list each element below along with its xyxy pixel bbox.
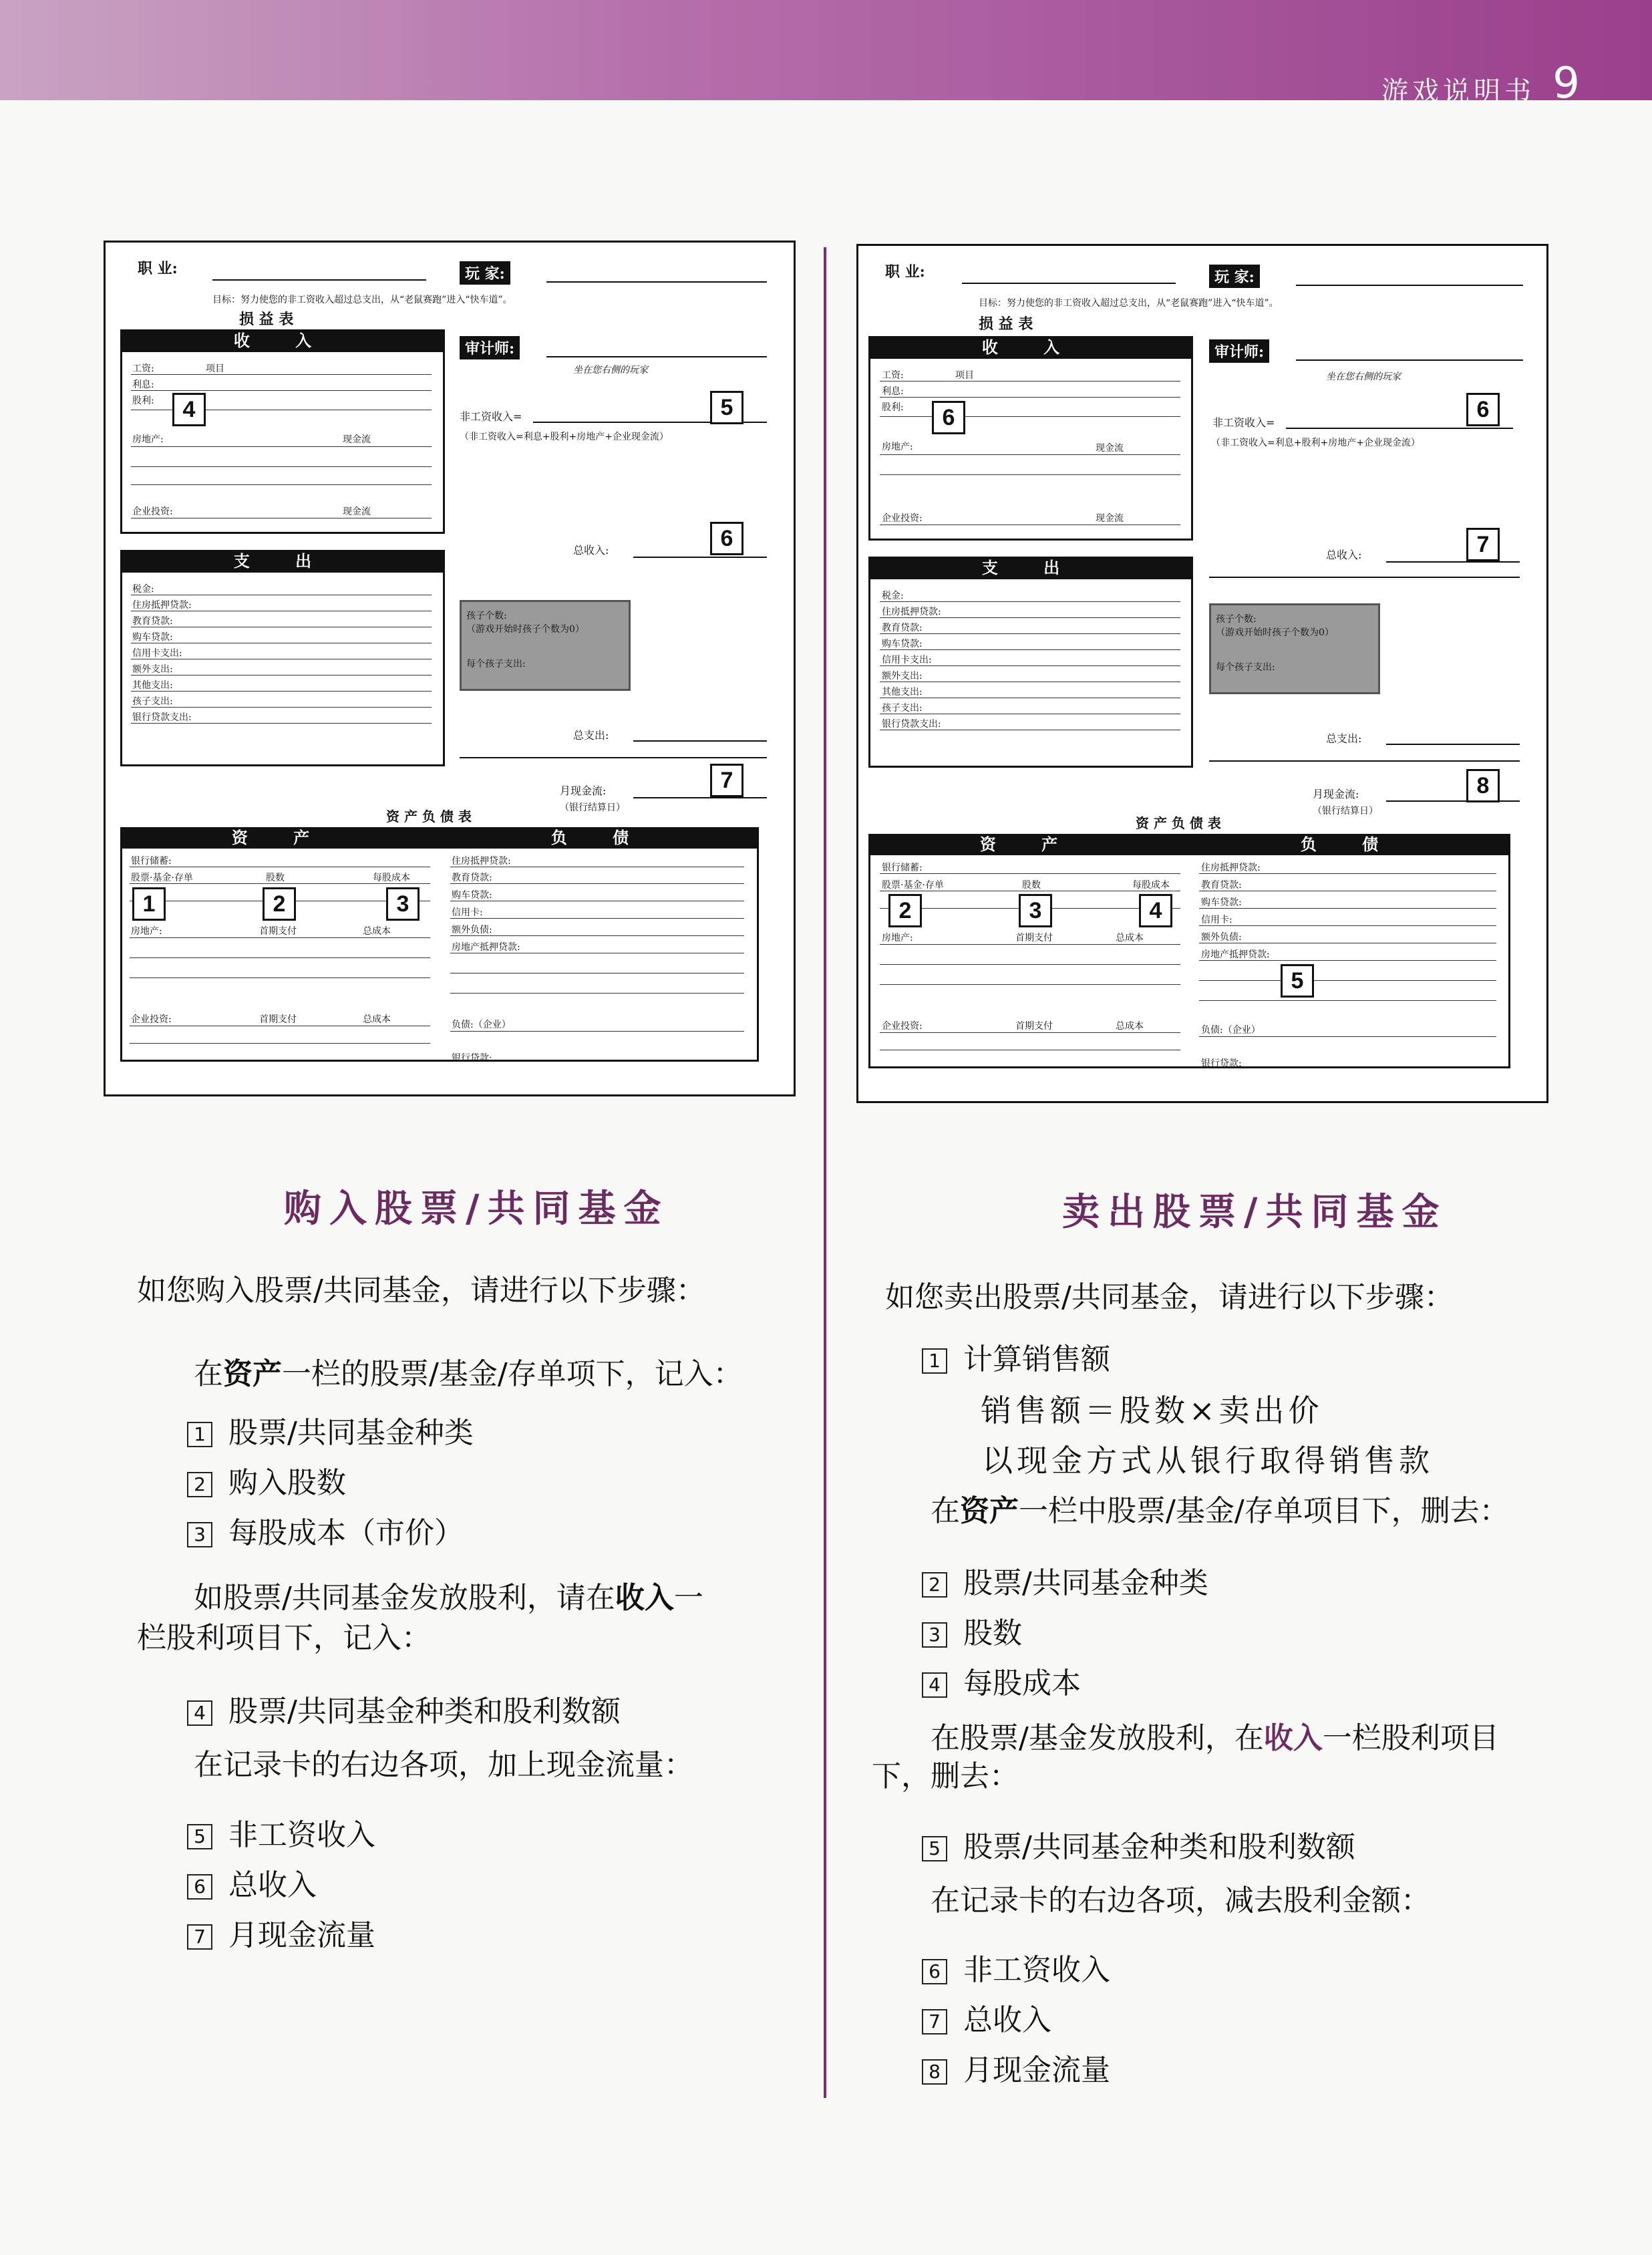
buy-step-7: 7 月现金流量 [187,1911,375,1954]
buy-step-6: 6 总收入 [187,1861,317,1904]
step-number-2: 2 [187,1472,212,1497]
step-badge-2: 2 [263,887,296,921]
business-label: 企业投资: [882,513,923,524]
step-badge-1: 1 [132,887,166,921]
income-box [120,329,445,534]
salary-label: 工资: [882,370,904,381]
item-label: 项目 [206,363,224,374]
step-badge-3: 3 [1019,894,1052,927]
child-label: 孩子支出: [882,703,923,714]
balance-sheet-box [120,827,759,1062]
children-note: （游戏开始时孩子个数为0） [1216,627,1334,638]
sell-step-7: 7 总收入 [922,1996,1051,2039]
book-title: 游戏说明书 [1381,76,1535,107]
step-badge-2: 2 [888,894,922,927]
shares-label: 股数 [1022,880,1041,891]
financial-statement-card-right [856,244,1548,1103]
real-estate-label: 房地产: [132,434,164,445]
liab-mortgage-label: 住房抵押贷款: [452,856,511,867]
goal-text: 目标：努力使您的非工资收入超过总支出，从“老鼠赛跑”进入“快车道”。 [212,295,512,305]
liab-car-label: 购车贷款: [452,890,492,901]
sell-step-8: 8 月现金流量 [922,2046,1110,2089]
retail-label: 额外支出: [132,664,173,675]
liabilities-header: 负 债 [1189,834,1510,855]
step-number-8: 8 [922,2059,947,2085]
savings-label: 银行储蓄: [882,863,923,873]
children-count-label: 孩子个数: [466,611,507,621]
liab-school-label: 教育贷款: [1201,880,1242,891]
player-label: 玩 家: [1209,265,1260,288]
step-badge-4: 4 [1139,894,1172,927]
income-statement-title: 损 益 表 [239,311,294,328]
sell-formula: 销售额＝股数×卖出价 [981,1392,1323,1429]
liab-mortgage-label: 住房抵押贷款: [1201,863,1261,873]
liab-credit-label: 信用卡: [1201,915,1232,925]
retail-label: 额外支出: [882,671,923,682]
balance-sheet-title: 资 产 负 债 表 [386,808,472,824]
column-divider [824,247,826,2098]
credit-card-label: 信用卡支出: [132,648,182,659]
total-income-label: 总收入: [573,544,609,557]
buy-step-4: 4 股票/共同基金种类和股利数额 [187,1687,621,1730]
other-label: 其他支出: [132,680,173,691]
cash-flow-label: 现金流 [1096,443,1124,454]
step-badge-5: 5 [1281,964,1314,998]
step-number-4: 4 [922,1672,947,1698]
liab-school-label: 教育贷款: [452,873,492,883]
liab-retail-label: 额外负债: [1201,932,1242,943]
per-child-label: 每个孩子支出: [1216,662,1275,673]
page-header [0,0,1652,108]
passive-income-formula: （非工资收入=利息+股利+房地产+企业现金流） [1211,438,1420,448]
step-badge-7: 7 [1466,528,1500,561]
payday-note: （银行结算日） [1313,806,1378,816]
sell-step-5: 5 股票/共同基金种类和股利数额 [922,1823,1355,1865]
buy-step-2: 2 购入股数 [187,1459,346,1501]
sell-cash-note: 以现金方式从银行取得销售款 [982,1443,1434,1479]
mortgage-label: 住房抵押贷款: [882,607,941,617]
car-loan-label: 购车贷款: [132,632,173,643]
step-badge-4: 4 [172,393,206,426]
auditor-label: 审计师: [460,336,520,359]
children-count-label: 孩子个数: [1216,614,1257,625]
bank-loan-label: 银行贷款支出: [882,719,941,730]
step-badge-6: 6 [932,401,965,434]
sell-assets-instruction: 在资产一栏中股票/基金/存单项目下，删去： [931,1494,1509,1528]
stocks-label: 股票·基金·存单 [131,873,193,883]
step-number-1: 1 [187,1422,212,1447]
mortgage-label: 住房抵押贷款: [132,600,192,611]
tax-label: 税金: [132,584,154,595]
step-badge-3: 3 [386,887,420,921]
interest-label: 利息: [882,386,904,397]
sell-intro: 如您卖出股票/共同基金，请进行以下步骤： [885,1280,1454,1314]
dividends-label: 股利: [132,396,154,406]
occupation-label: 职 业: [885,263,925,281]
step-number-2: 2 [922,1572,947,1598]
child-label: 孩子支出: [132,696,173,707]
liab-business-label: 负债:（企业） [1201,1025,1261,1036]
step-number-7: 7 [922,2009,947,2035]
liab-bank-label: 银行贷款: [1201,1058,1242,1069]
total-income-label: 总收入: [1326,549,1362,561]
balance-sheet-box [868,834,1510,1068]
buy-step-1: 1 股票/共同基金种类 [187,1408,474,1451]
passive-income-formula: （非工资收入=利息+股利+房地产+企业现金流） [460,432,669,442]
occupation-label: 职 业: [138,260,178,277]
buy-step-5: 5 非工资收入 [187,1811,375,1853]
step-badge-6: 6 [710,522,744,555]
liab-bank-label: 银行贷款: [452,1053,492,1064]
buy-section-title: 购入股票/共同基金 [284,1187,669,1231]
step-badge-5: 5 [710,391,744,424]
assets-header: 资 产 [120,827,441,849]
car-loan-label: 购车贷款: [882,639,923,649]
assets-business-label: 企业投资: [131,1014,172,1025]
credit-card-label: 信用卡支出: [882,655,932,665]
buy-step-3: 3 每股成本（市价） [187,1509,464,1551]
cash-flow-label: 现金流 [343,434,371,445]
business-cash-flow-label: 现金流 [343,506,371,517]
liab-business-label: 负债:（企业） [452,1020,511,1030]
liab-re-mortgage-label: 房地产抵押贷款: [1201,949,1270,960]
cost-per-share-label: 每股成本 [1132,880,1170,891]
sell-dividend-instruction-line2: 下，删去： [872,1759,1019,1793]
buy-right-side-instruction: 在记录卡的右边各项，加上现金流量： [194,1748,693,1782]
auditor-note: 坐在您右侧的玩家 [573,365,648,375]
passive-income-label: 非工资收入= [460,410,522,423]
step-number-7: 7 [187,1924,212,1950]
sell-dividend-instruction: 在股票/基金发放股利，在收入一栏股利项目 [931,1721,1499,1755]
step-badge-7: 7 [710,764,744,797]
sell-section-title: 卖出股票/共同基金 [1062,1190,1448,1234]
assets-header: 资 产 [868,834,1189,855]
auditor-label: 审计师: [1209,339,1269,363]
step-number-3: 3 [922,1622,947,1648]
sell-step-1: 1 计算销售额 [922,1335,1110,1378]
liab-re-mortgage-label: 房地产抵押贷款: [452,942,520,953]
income-header: 收 入 [868,336,1193,359]
real-estate-label: 房地产: [882,442,913,452]
cost-per-share-label: 每股成本 [373,873,410,883]
liab-retail-label: 额外负债: [452,925,492,935]
step-number-4: 4 [187,1700,212,1726]
income-header: 收 入 [120,329,445,352]
bank-loan-label: 银行贷款支出: [132,712,192,723]
balance-sheet-title: 资 产 负 债 表 [1136,815,1221,831]
step-number-1: 1 [922,1348,947,1374]
liab-credit-label: 信用卡: [452,907,483,918]
down-pay-label: 首期支付 [1015,933,1053,943]
business-cash-flow-label: 现金流 [1096,513,1124,524]
page-number: 9 [1552,59,1580,108]
payday-note: （银行结算日） [560,802,625,813]
step-number-3: 3 [187,1522,212,1547]
business-label: 企业投资: [132,506,173,517]
expenses-header: 支 出 [120,550,445,573]
assets-real-estate-label: 房地产: [882,933,913,943]
sell-right-side-instruction: 在记录卡的右边各项，减去股利金额： [931,1884,1430,1918]
buy-dividend-instruction: 如股票/共同基金发放股利，请在收入一 [194,1581,703,1615]
school-loan-label: 教育贷款: [882,623,923,633]
goal-text: 目标：努力使您的非工资收入超过总支出，从“老鼠赛跑”进入“快车道”。 [979,298,1279,309]
interest-label: 利息: [132,380,154,390]
children-note: （游戏开始时孩子个数为0） [466,624,585,635]
auditor-note: 坐在您右侧的玩家 [1326,371,1401,382]
cost-label: 总成本 [363,926,391,937]
sell-step-3: 3 股数 [922,1609,1022,1652]
passive-income-label: 非工资收入= [1212,416,1275,429]
player-label: 玩 家: [460,261,510,285]
school-loan-label: 教育贷款: [132,616,173,627]
buy-intro: 如您购入股票/共同基金，请进行以下步骤： [137,1273,705,1308]
down-pay-label: 首期支付 [259,926,297,937]
business-down-pay-label: 首期支付 [1015,1021,1053,1032]
financial-statement-card-left [104,241,796,1096]
shares-label: 股数 [266,873,285,883]
business-cost-label: 总成本 [1116,1021,1144,1032]
savings-label: 银行储蓄: [131,856,172,867]
step-badge-6-passive: 6 [1466,393,1500,426]
assets-real-estate-label: 房地产: [131,926,162,937]
business-down-pay-label: 首期支付 [259,1014,297,1025]
monthly-cash-flow-label: 月现金流: [560,784,607,797]
step-number-6: 6 [922,1959,947,1984]
sell-step-6: 6 非工资收入 [922,1946,1110,1988]
sell-step-4: 4 每股成本 [922,1659,1081,1702]
sell-step-2: 2 股票/共同基金种类 [922,1559,1208,1602]
buy-dividend-instruction-line2: 栏股利项目下，记入： [137,1621,431,1655]
per-child-label: 每个孩子支出: [466,659,526,669]
item-label: 项目 [955,370,974,381]
expenses-header: 支 出 [868,557,1193,579]
liabilities-header: 负 债 [441,827,759,849]
buy-assets-instruction: 在资产一栏的股票/基金/存单项下，记入： [194,1357,743,1391]
income-statement-title: 损 益 表 [979,315,1033,333]
business-cost-label: 总成本 [363,1014,391,1025]
other-label: 其他支出: [882,687,923,698]
dividends-label: 股利: [882,402,904,413]
assets-business-label: 企业投资: [882,1021,923,1032]
step-badge-8: 8 [1466,769,1500,802]
tax-label: 税金: [882,591,904,601]
step-number-5: 5 [187,1824,212,1849]
liab-car-label: 购车贷款: [1201,897,1242,908]
income-box [868,336,1193,541]
monthly-cash-flow-label: 月现金流: [1313,788,1359,800]
cost-label: 总成本 [1116,933,1144,943]
step-number-5: 5 [922,1836,947,1861]
step-number-6: 6 [187,1874,212,1900]
stocks-label: 股票·基金·存单 [882,880,944,891]
total-expenses-label: 总支出: [1326,732,1362,745]
total-expenses-label: 总支出: [573,729,609,742]
salary-label: 工资: [132,363,154,374]
